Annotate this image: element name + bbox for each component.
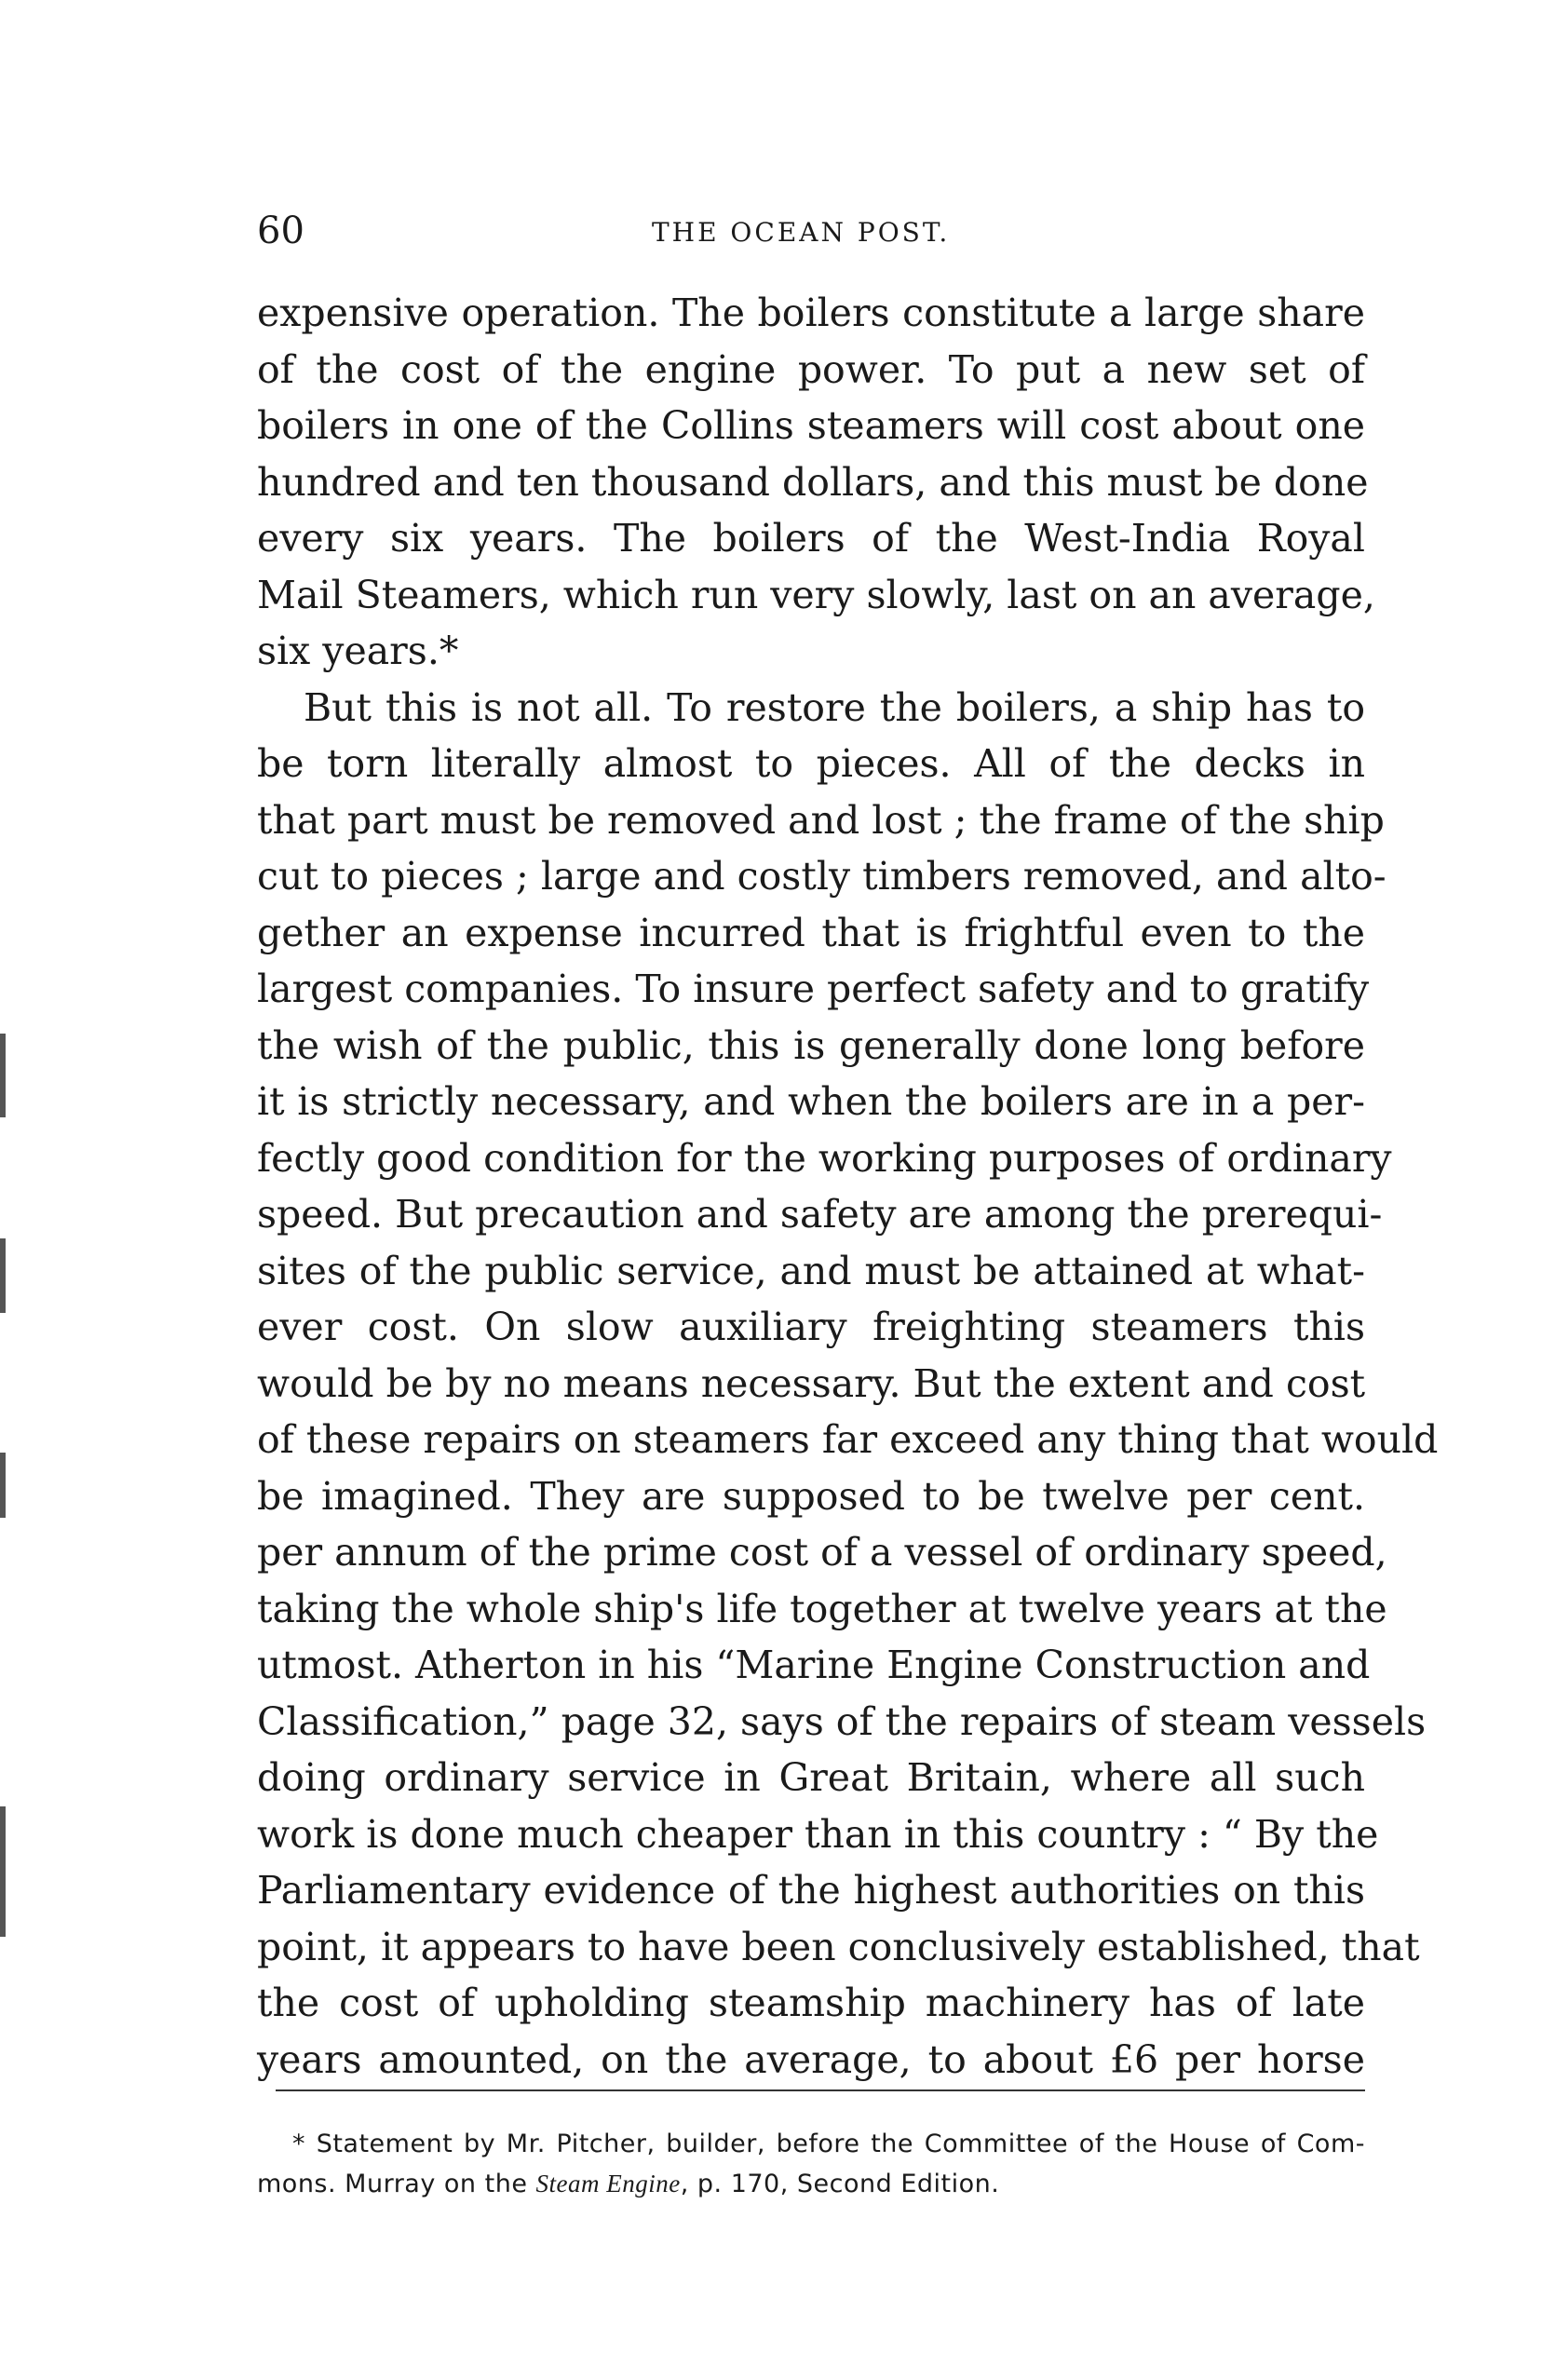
- text-line: expensive operation. The boilers constitute a large share: [257, 291, 1365, 335]
- text-line: Mail Steamers, which run very slowly, last on an average,: [257, 572, 1375, 617]
- text-line: six years.*: [257, 629, 459, 673]
- running-title: THE OCEAN POST.: [652, 217, 951, 248]
- text-line: every six years. The boilers of the West-India Royal: [257, 516, 1365, 561]
- footnote-rule: [276, 2089, 1365, 2091]
- footnote-text: mons. Murray on the: [257, 2170, 536, 2198]
- text-line: would be by no means necessary. But the extent and cost: [257, 1360, 1366, 1406]
- text-line: utmost. Atherton in his “Marine Engine Construction and: [257, 1643, 1371, 1687]
- body-text: [257, 285, 1439, 2088]
- text-line: hundred and ten thousand dollars, and this must be done: [257, 459, 1369, 505]
- text-line: of the cost of the engine power. To put a new set of: [257, 346, 1365, 392]
- scan-edge-mark: [0, 1806, 6, 1937]
- text-line: work is done much cheaper than in this country : “ By the: [257, 1811, 1379, 1857]
- page-number: 60: [257, 210, 304, 252]
- text-line: be imagined. They are supposed to be twelve per cent.: [257, 1473, 1365, 1519]
- text-line: doing ordinary service in Great Britain, where all such: [257, 1755, 1365, 1800]
- text-line: sites of the public service, and must be attained at what-: [257, 1248, 1365, 1293]
- scan-edge-mark: [0, 1453, 6, 1518]
- text-line: cut to pieces ; large and costly timbers removed, and alto-: [257, 854, 1386, 899]
- text-line: be torn literally almost to pieces. All of the decks in: [257, 741, 1365, 786]
- text-line: largest companies. To insure perfect safety and to gratify: [257, 967, 1370, 1011]
- text-line: taking the whole ship's life together at twelve years at the: [257, 1586, 1387, 1631]
- text-line: per annum of the prime cost of a vessel of ordinary speed,: [257, 1530, 1387, 1575]
- text-line: the cost of upholding steamship machinery has of late: [257, 1981, 1365, 2025]
- scan-edge-mark: [0, 1238, 6, 1313]
- text-line: it is strictly necessary, and when the boilers are in a per-: [257, 1079, 1365, 1124]
- text-line: fectly good condition for the working purposes of ordinary: [257, 1135, 1392, 1181]
- text-line: that part must be removed and lost ; the frame of the ship: [257, 797, 1385, 843]
- text-line: Classification,” page 32, says of the repairs of steam vessels: [257, 1698, 1427, 1744]
- footnote-text: , p. 170, Second Edition.: [680, 2170, 1000, 2198]
- text-line: of these repairs on steamers far exceed any thing that would: [257, 1417, 1439, 1462]
- text-line: speed. But precaution and safety are among the prerequi-: [257, 1192, 1383, 1237]
- text-line: years amounted, on the average, to about £6 per horse: [257, 2036, 1365, 2082]
- scan-edge-mark: [0, 1034, 6, 1117]
- footnote: [257, 2125, 1365, 2204]
- text-line: point, it appears to have been conclusively established, that: [257, 1924, 1420, 1969]
- text-line: gether an expense incurred that is frightful even to the: [257, 910, 1365, 955]
- text-line: boilers in one of the Collins steamers will cost about one: [257, 403, 1365, 448]
- footnote-line: * Statement by Mr. Pitcher, builder, before the Committee of the House of Com-: [292, 2130, 1365, 2158]
- footnote-line: [257, 2164, 1365, 2204]
- footnote-book-title: Steam Engine: [535, 2170, 681, 2197]
- text-line: But this is not all. To restore the boilers, a ship has to: [304, 684, 1365, 730]
- text-line: ever cost. On slow auxiliary freighting steamers this: [257, 1305, 1365, 1349]
- text-line: the wish of the public, this is generally done long before: [257, 1022, 1365, 1068]
- text-line: Parliamentary evidence of the highest authorities on this: [257, 1868, 1365, 1913]
